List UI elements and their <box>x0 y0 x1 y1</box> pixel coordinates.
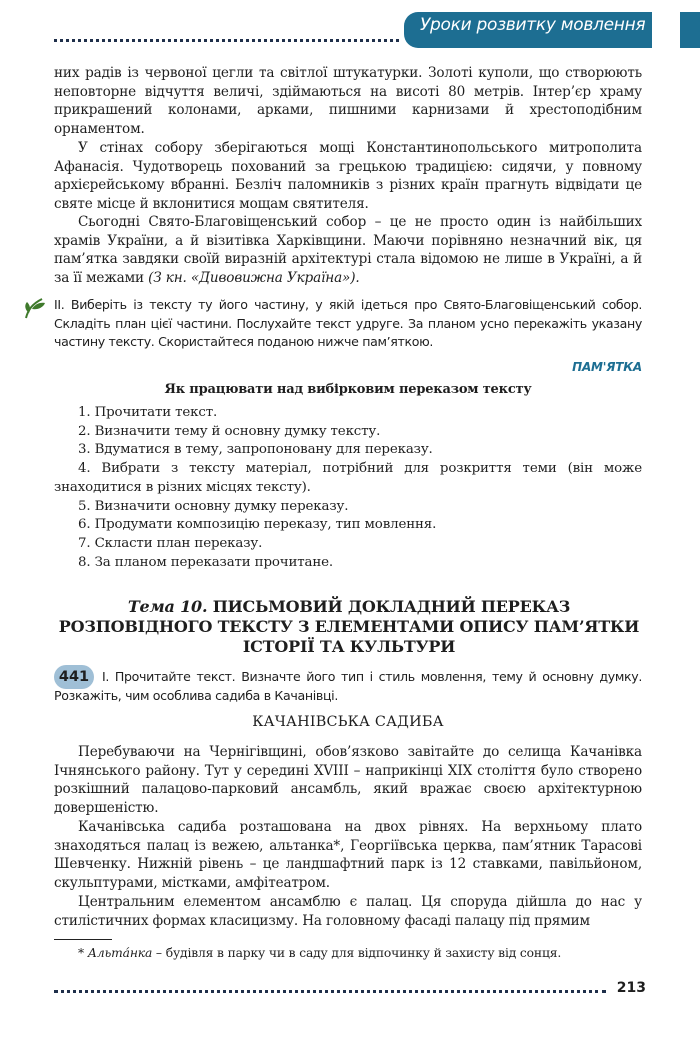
memo-title: Як працювати над вибірковим переказом тексту <box>164 382 532 397</box>
memo-step: 5. Визначити основну думку переказу. <box>78 498 349 514</box>
footer-dotted-rule <box>54 990 606 993</box>
memo-step: 7. Скласти план переказу. <box>78 535 263 551</box>
running-header-title: Уроки розвитку мовлення <box>420 15 646 35</box>
topic-heading <box>54 597 644 657</box>
story-title: КАЧАНІВСЬКА САДИБА <box>252 714 444 730</box>
footnote-rule <box>54 939 112 940</box>
paragraph-1: них радів із червоної цегли та світлої штукатурки. Золоті куполи, що створюють неповторне відчуття величі, здіймаються на висоті 80 метрів. Інтер’єр храму прикрашений колонами, арками, пишними карнизами й хрестоподібним орнаментом. <box>54 65 642 138</box>
topic-title: ПИСЬМОВИЙ ДОКЛАДНИЙ ПЕРЕКАЗ РОЗПОВІДНОГО ТЕКСТУ З ЕЛЕМЕНТАМИ ОПИСУ ПАМ’ЯТКИ ІСТОРІЇ ТА КУЛЬТУРИ <box>58 597 640 656</box>
memo-label: ПАМ'ЯТКА <box>572 360 642 374</box>
story-paragraph-2: Качанівська садиба розташована на двох рівнях. На верхньому плато знаходяться палац із вежею, альтанка*, Георгіївська церква, пам’ятник Тарасові Шевченку. Нижній рівень – це ландшафтний парк із 12 ставками, павільйоном, скульптурами, містками, амфітеатром. <box>54 819 642 892</box>
leaf-icon <box>22 296 48 322</box>
footnote-term: * Альта́нка <box>78 946 153 960</box>
exercise-number-badge: 441 <box>54 665 94 689</box>
paragraph-2: У стінах собору зберігаються мощі Константинопольського митрополита Афанасія. Чудотворець похований за грецькою традицією: сидячи, у повному архієрейському вбранні. Безліч паломників з різних країн прагнуть відвідати це святе місце й вклонитися мощам святителя. <box>54 140 642 213</box>
header-tab-edge <box>680 12 700 48</box>
memo-step: 2. Визначити тему й основну думку тексту. <box>78 423 381 439</box>
exercise-task: І. Прочитайте текст. Визначте його тип і стиль мовлення, тему й основну думку. Розкажіть, чим особлива садиба в Качанівці. <box>54 669 642 703</box>
memo-steps <box>54 404 642 572</box>
paragraph-3 <box>54 213 642 288</box>
page-number: 213 <box>616 980 646 996</box>
memo-step: 1. Прочитати текст. <box>78 405 218 420</box>
footnote-definition: – будівля в парку чи в саду для відпочинку й захисту від сонця. <box>152 946 562 960</box>
header-dotted-rule <box>54 39 399 42</box>
memo-step: 8. За планом переказати прочитане. <box>78 554 333 570</box>
task-ii: ІІ. Виберіть із тексту ту його частину, у якій ідеться про Свято-Благовіщенський собор. Складіть план цієї частини. Послухайте текст удруге. За планом усно перекажіть указану частину тексту. Скористайтеся поданою нижче пам’яткою. <box>54 297 642 350</box>
topic-number: Тема 10. <box>127 597 208 616</box>
source-reference: (З кн. «Дивовижна Україна»). <box>148 270 360 287</box>
memo-step: 6. Продумати композицію переказу, тип мовлення. <box>78 517 437 533</box>
story-paragraph-1: Перебуваючи на Чернігівщині, обов’язково завітайте до селища Качанівка Ічнянського району. Тут у середині XVIII – наприкінці XIX століття було створено розкішний палацово-парковий ансамбль, який вражає своєю архітектурною довершеністю. <box>54 744 642 817</box>
story-paragraph-3: Центральним елементом ансамблю є палац. Ця споруда дійшла до нас у стилістичних формах класицизму. На головному фасаді палацу під прямим <box>54 894 642 929</box>
memo-step: 3. Вдуматися в тему, запропоновану для переказу. <box>78 442 433 458</box>
footnote <box>54 945 642 961</box>
paragraph-3-text: Сьогодні Свято-Благовіщенський собор – це не просто один із найбільших храмів України, а й візитівка Харківщини. Маючи порівняно незначний вік, ця пам’ятка завдяки своїй виразній архітектурі стала відомою не лише в Україні, а й за її межами <box>54 214 642 287</box>
memo-step: 4. Вибрати з тексту матеріал, потрібний для розкриття теми (він може знаходитися в різних місцях тексту). <box>54 461 642 495</box>
